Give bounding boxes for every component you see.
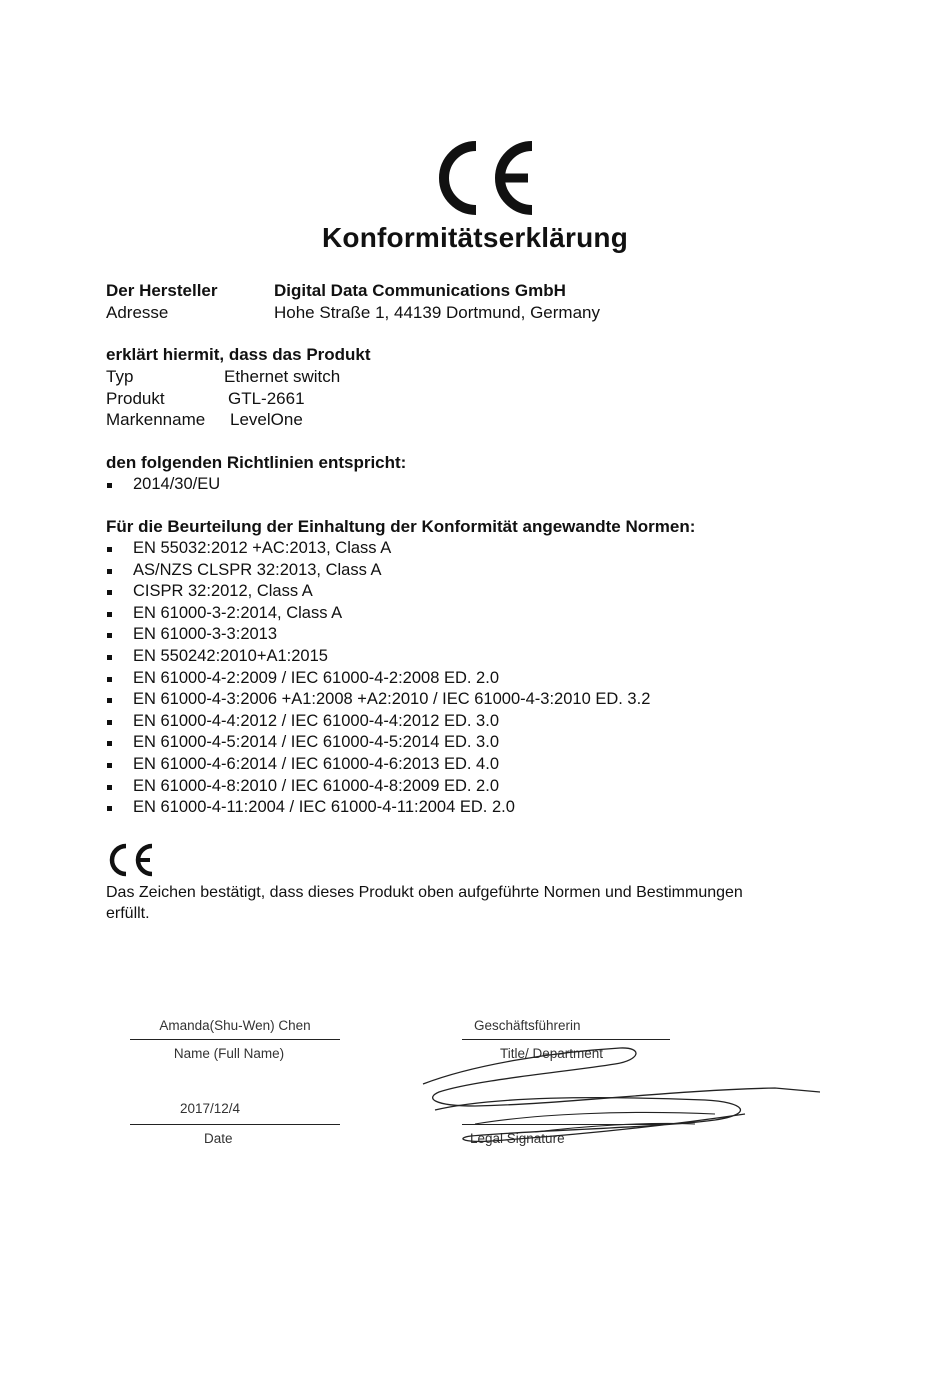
list-item: AS/NZS CLSPR 32:2013, Class A (106, 560, 650, 582)
statement-line-2: erfüllt. (106, 905, 150, 922)
list-item: EN 61000-4-2:2009 / IEC 61000-4-2:2008 ED. 2.0 (106, 668, 650, 690)
list-item: EN 550242:2010+A1:2015 (106, 646, 650, 668)
title-value: Geschäftsführerin (474, 1018, 581, 1033)
list-item: EN 61000-3-2:2014, Class A (106, 603, 650, 625)
standards-list (106, 538, 650, 819)
type-label: Typ (106, 367, 134, 386)
brand-value: LevelOne (230, 410, 303, 429)
list-item: EN 55032:2012 +AC:2013, Class A (106, 538, 650, 560)
handwritten-signature (415, 1040, 835, 1150)
date-label: Date (204, 1131, 233, 1146)
ce-mark-icon (430, 138, 540, 218)
ce-mark-small-icon (106, 842, 156, 878)
product-label: Produkt (106, 389, 165, 408)
list-item: EN 61000-4-8:2010 / IEC 61000-4-8:2009 ED. 2.0 (106, 776, 650, 798)
directives-heading: den folgenden Richtlinien entspricht: (106, 453, 407, 472)
date-rule (130, 1124, 340, 1125)
directives-list (106, 474, 220, 496)
list-item: EN 61000-4-5:2014 / IEC 61000-4-5:2014 ED. 3.0 (106, 732, 650, 754)
type-value: Ethernet switch (224, 367, 341, 386)
list-item: EN 61000-4-4:2012 / IEC 61000-4-4:2012 ED. 3.0 (106, 711, 650, 733)
manufacturer-name: Digital Data Communications GmbH (274, 281, 566, 300)
product-heading: erklärt hiermit, dass das Produkt (106, 345, 371, 364)
page-title: Konformitätserklärung (321, 222, 629, 253)
list-item: EN 61000-3-3:2013 (106, 624, 650, 646)
title-label: Title/ Department (500, 1046, 604, 1061)
brand-label: Markenname (106, 410, 206, 429)
list-item: CISPR 32:2012, Class A (106, 581, 650, 603)
date-value: 2017/12/4 (180, 1101, 241, 1116)
address-value: Hohe Straße 1, 44139 Dortmund, Germany (274, 303, 600, 322)
manufacturer-label: Der Hersteller (106, 281, 218, 300)
statement-line-1: Das Zeichen bestätigt, dass dieses Produkt oben aufgeführte Normen und Bestimmungen (106, 884, 743, 901)
signature-label: Legal Signature (470, 1131, 565, 1146)
list-item: EN 61000-4-6:2014 / IEC 61000-4-6:2013 ED. 4.0 (106, 754, 650, 776)
standards-heading: Für die Beurteilung der Einhaltung der Konformität angewandte Normen: (106, 517, 696, 536)
list-item: 2014/30/EU (106, 474, 220, 496)
name-label: Name (Full Name) (173, 1046, 285, 1061)
list-item: EN 61000-4-3:2006 +A1:2008 +A2:2010 / IEC 61000-4-3:2010 ED. 3.2 (106, 689, 650, 711)
signer-name-value: Amanda(Shu-Wen) Chen (159, 1018, 311, 1033)
address-label: Adresse (106, 303, 169, 322)
name-rule (130, 1039, 340, 1040)
list-item: EN 61000-4-11:2004 / IEC 61000-4-11:2004 ED. 2.0 (106, 797, 650, 819)
product-value: GTL-2661 (228, 389, 305, 408)
